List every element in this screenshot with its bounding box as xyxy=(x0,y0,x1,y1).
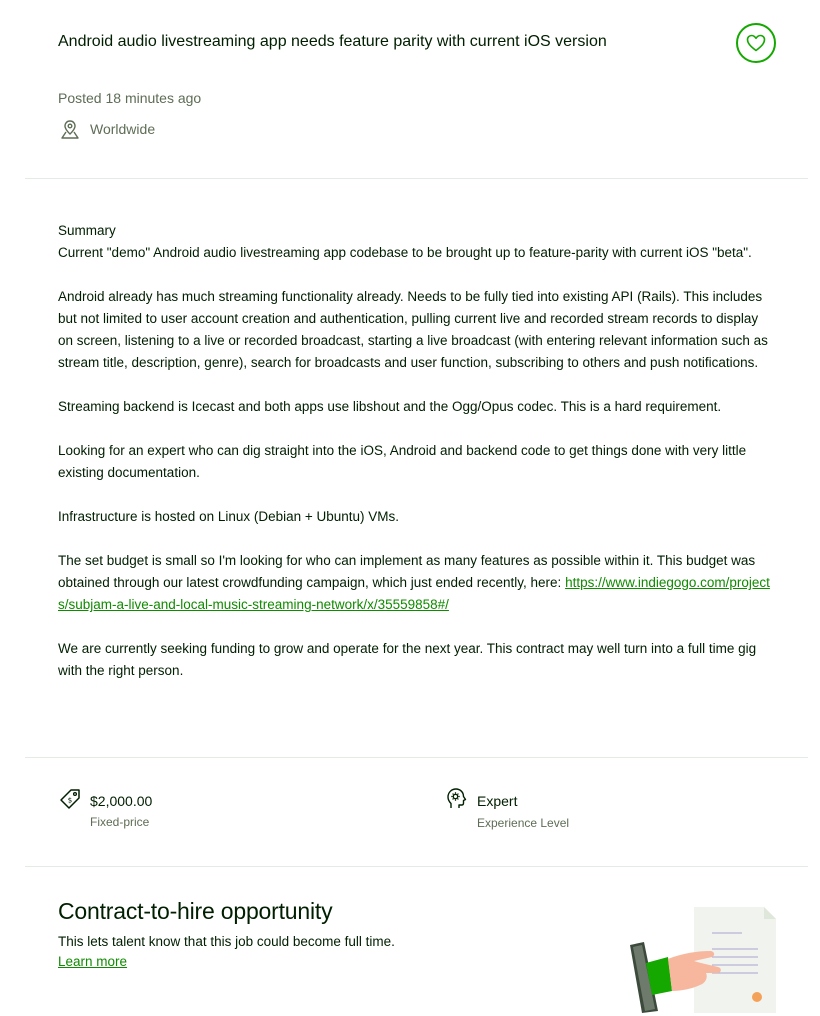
price-tag-icon xyxy=(58,787,82,811)
description-paragraph: Streaming backend is Icecast and both apps use libshout and the Ogg/Opus codec. This is a hard requirement. xyxy=(58,399,722,414)
save-job-button[interactable] xyxy=(736,23,776,63)
crowdfunding-link[interactable]: https://www.indiegogo.com/projects/subjam-a-live-and-local-music-streaming-network/x/35559858#/ xyxy=(58,575,770,612)
experience-level: Expert xyxy=(477,793,518,809)
summary-heading: Summary xyxy=(58,223,116,238)
divider xyxy=(25,866,808,867)
expert-level-icon xyxy=(445,787,469,811)
budget-type: Fixed-price xyxy=(90,815,150,829)
contract-hand-illustration xyxy=(628,905,778,1013)
description-paragraph: Android already has much streaming functionality already. Needs to be fully tied into existing API (Rails). This includes but not limited to user account creation and authentication, pulling current live and recorded stream records to display on screen, listening to a live or recorded broadcast, starting a live broadcast (with entering relevant information such as stream title, description, genre), search for broadcasts and user function, subscribing to others and push notifications. xyxy=(58,289,768,370)
description-paragraph: Looking for an expert who can dig straight into the iOS, Android and backend code to get things done with very little existing documentation. xyxy=(58,443,747,480)
svg-text:$: $ xyxy=(67,796,73,805)
heart-icon xyxy=(746,34,766,52)
location-text: Worldwide xyxy=(90,121,156,137)
job-header xyxy=(0,0,820,179)
learn-more-link[interactable]: Learn more xyxy=(58,954,128,969)
experience-level-label: Experience Level xyxy=(477,816,570,830)
budget-amount: $2,000.00 xyxy=(90,793,153,809)
budget-paragraph xyxy=(58,550,773,616)
description-paragraph: Current "demo" Android audio livestreaming app codebase to be brought up to feature-parity with current iOS "beta". xyxy=(58,245,752,260)
job-title: Android audio livestreaming app needs feature parity with current iOS version xyxy=(58,33,607,50)
divider xyxy=(25,757,808,758)
job-description xyxy=(58,220,773,704)
divider xyxy=(25,178,808,179)
posted-time: Posted 18 minutes ago xyxy=(58,90,202,106)
budget-paragraph-text: The set budget is small so I'm looking for who can implement as many features as possible within it. This budget was obtained through our latest crowdfunding campaign, which just ended recently, here: xyxy=(58,553,756,590)
location-pin-icon xyxy=(59,118,81,140)
description-paragraph: Infrastructure is hosted on Linux (Debian + Ubuntu) VMs. xyxy=(58,509,400,524)
contract-to-hire-subtitle: This lets talent know that this job could become full time. xyxy=(58,934,395,949)
description-paragraph: We are currently seeking funding to grow and operate for the next year. This contract may well turn into a full time gig with the right person. xyxy=(58,641,757,678)
contract-to-hire-title: Contract-to-hire opportunity xyxy=(58,898,333,924)
